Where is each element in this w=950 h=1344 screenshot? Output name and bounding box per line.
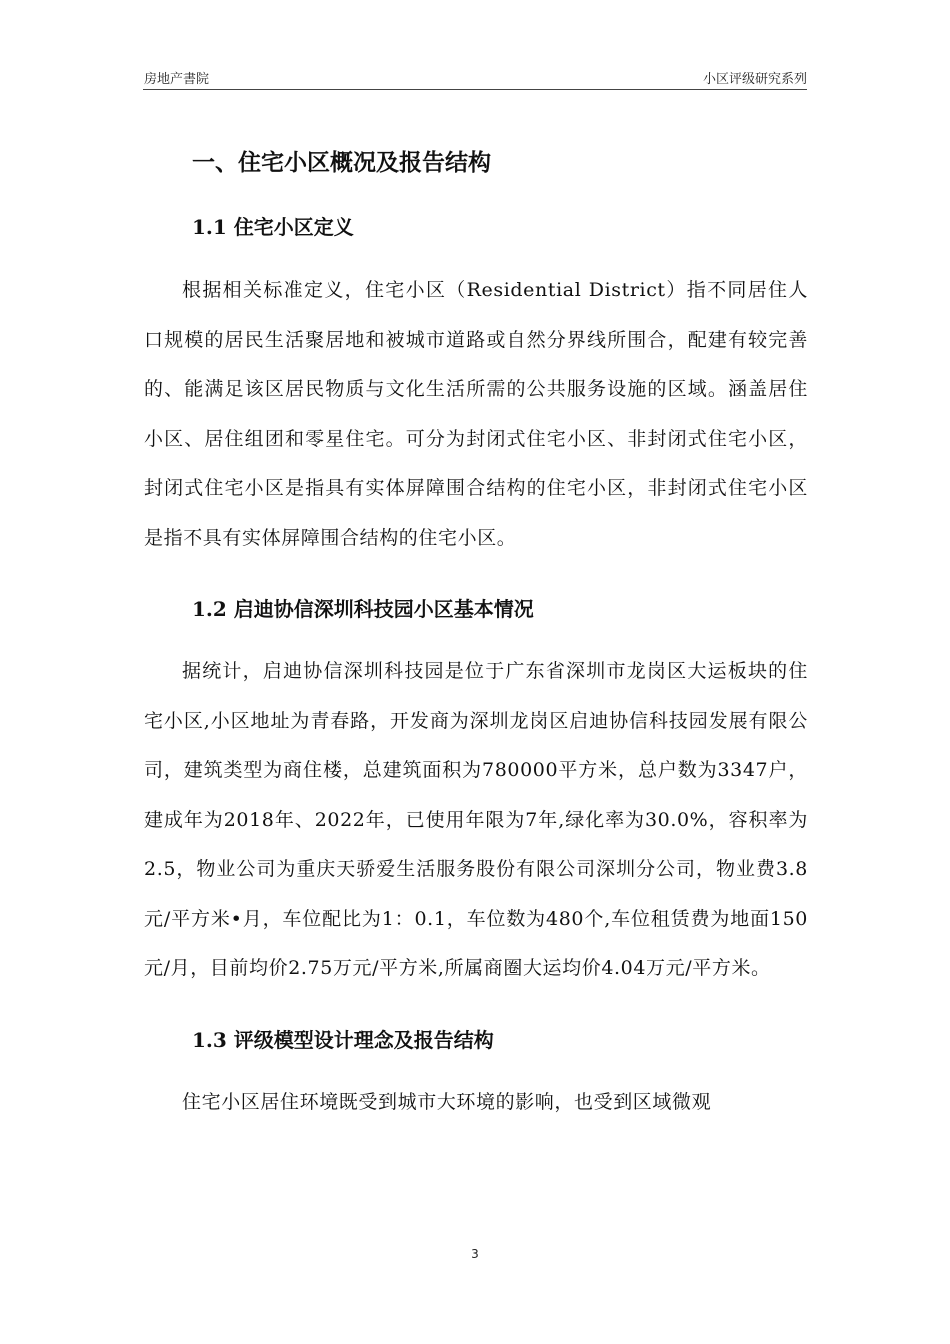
section-heading-1-3: 1.3 评级模型设计理念及报告结构: [192, 1027, 494, 1052]
header-divider: [143, 89, 807, 90]
document-body: [144, 145, 808, 1127]
section-heading-1-1: 1.1 住宅小区定义: [192, 215, 354, 239]
chapter-title: 一、住宅小区概况及报告结构: [192, 149, 491, 176]
header-left-title: 房地产書院: [144, 72, 210, 87]
section-paragraph-1-1: 根据相关标准定义，住宅小区（Residential District）指不同居住人口规模的居民生活聚居地和被城市道路或自然分界线所围合，配建有较完善的、能满足该区居民物质与文化生活所需的公共服务设施的区域。涵盖居住小区、居住组团和零星住宅。可分为封闭式住宅小区、非封闭式住宅小区，封闭式住宅小区是指具有实体屏障围合结构的住宅小区，非封闭式住宅小区是指不具有实体屏障围合结构的住宅小区。: [144, 279, 808, 549]
header-right-title: 小区评级研究系列: [702, 72, 807, 87]
page-number: 3: [471, 1247, 479, 1261]
section-heading-1-2: 1.2 启迪协信深圳科技园小区基本情况: [192, 597, 534, 621]
section-paragraph-1-3: 住宅小区居住环境既受到城市大环境的影响，也受到区域微观: [182, 1090, 712, 1113]
section-paragraph-1-2: 据统计，启迪协信深圳科技园是位于广东省深圳市龙岗区大运板块的住宅小区,小区地址为青春路，开发商为深圳龙岗区启迪协信科技园发展有限公司，建筑类型为商住楼，总建筑面积为780000平方米，总户数为3347户，建成年为2018年、2022年，已使用年限为7年,绿化率为30.0%，容积率为2.5，物业公司为重庆天骄爱生活服务股份有限公司深圳分公司，物业费3.8元/平方米•月，车位配比为1：0.1，车位数为480个,车位租赁费为地面150元/月，目前均价2.75万元/平方米,所属商圈大运均价4.04万元/平方米。: [144, 660, 808, 979]
